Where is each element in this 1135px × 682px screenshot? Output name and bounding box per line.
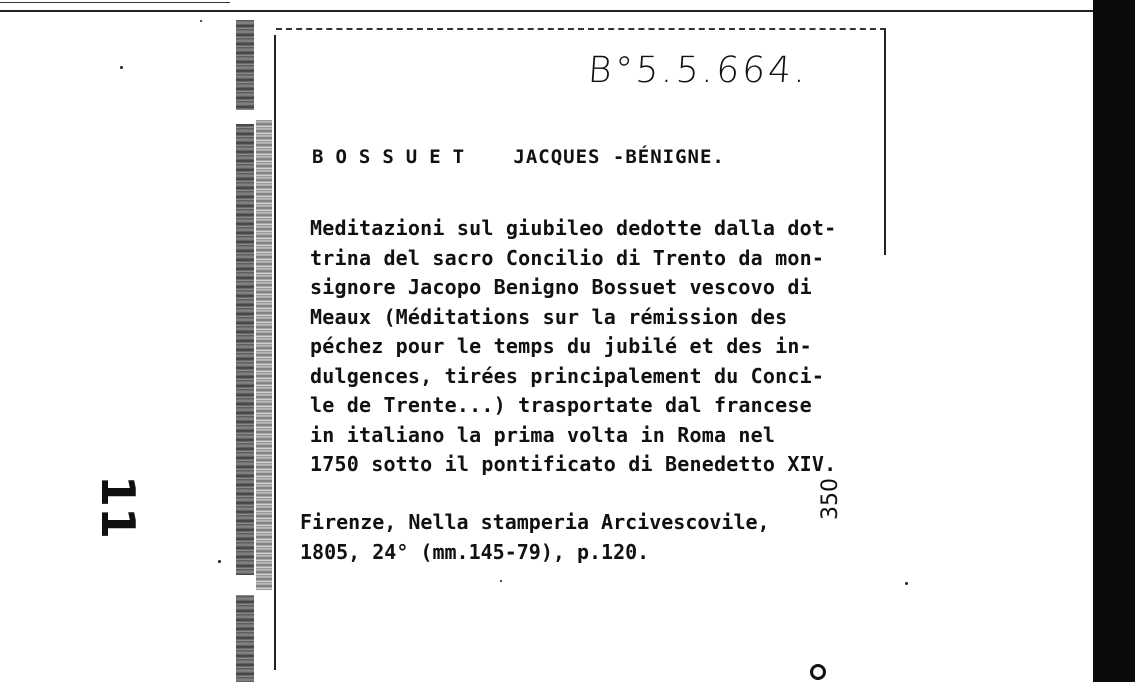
description-line: Meditazioni sul giubileo dedotte dalla dot-: [310, 216, 837, 240]
description-line: péchez pour le temps du jubilé et des in-: [310, 334, 812, 358]
author-forename: JACQUES -BÉNIGNE.: [513, 146, 725, 168]
author-heading: [312, 146, 725, 168]
imprint-line: 1805, 24° (mm.145-79), p.120.: [300, 539, 650, 564]
title-description: [310, 214, 890, 480]
description-line: le de Trente...) trasportate dal francese: [310, 393, 812, 417]
description-line: 1750 sotto il pontificato di Benedetto XIV.: [310, 452, 837, 476]
card-top-edge: [276, 28, 886, 31]
binding-gap: [236, 575, 254, 595]
top-rule: [0, 10, 1093, 12]
description-line: dulgences, tirées principalement du Conci-: [310, 363, 825, 388]
card-left-edge: [274, 35, 276, 670]
imprint: [300, 508, 880, 567]
imprint-line: Firenze, Nella stamperia Arcivescovile,: [300, 510, 770, 534]
description-line: Meaux (Méditations sur la rémission des: [310, 304, 788, 329]
circle-mark: [810, 664, 826, 680]
speck: [218, 560, 221, 563]
scan-dark-edge: [1093, 0, 1135, 682]
spine-texture: [256, 120, 272, 590]
speck: [500, 580, 502, 582]
description-line: trina del sacro Concilio di Trento da mon-: [310, 245, 825, 270]
speck: [120, 66, 123, 69]
description-line: in italiano la prima volta in Roma nel: [310, 422, 776, 447]
description-line: signore Jacopo Benigno Bossuet vescovo di: [310, 275, 812, 299]
author-surname: BOSSUET: [312, 146, 477, 168]
binding-gap: [236, 110, 254, 124]
shelfmark: B°5.5.664.: [586, 50, 810, 91]
speck: [905, 582, 908, 585]
speck: [200, 20, 202, 22]
side-mark: 11: [91, 474, 146, 540]
top-edge-line: [0, 2, 230, 3]
handwritten-number: 350: [818, 478, 843, 520]
